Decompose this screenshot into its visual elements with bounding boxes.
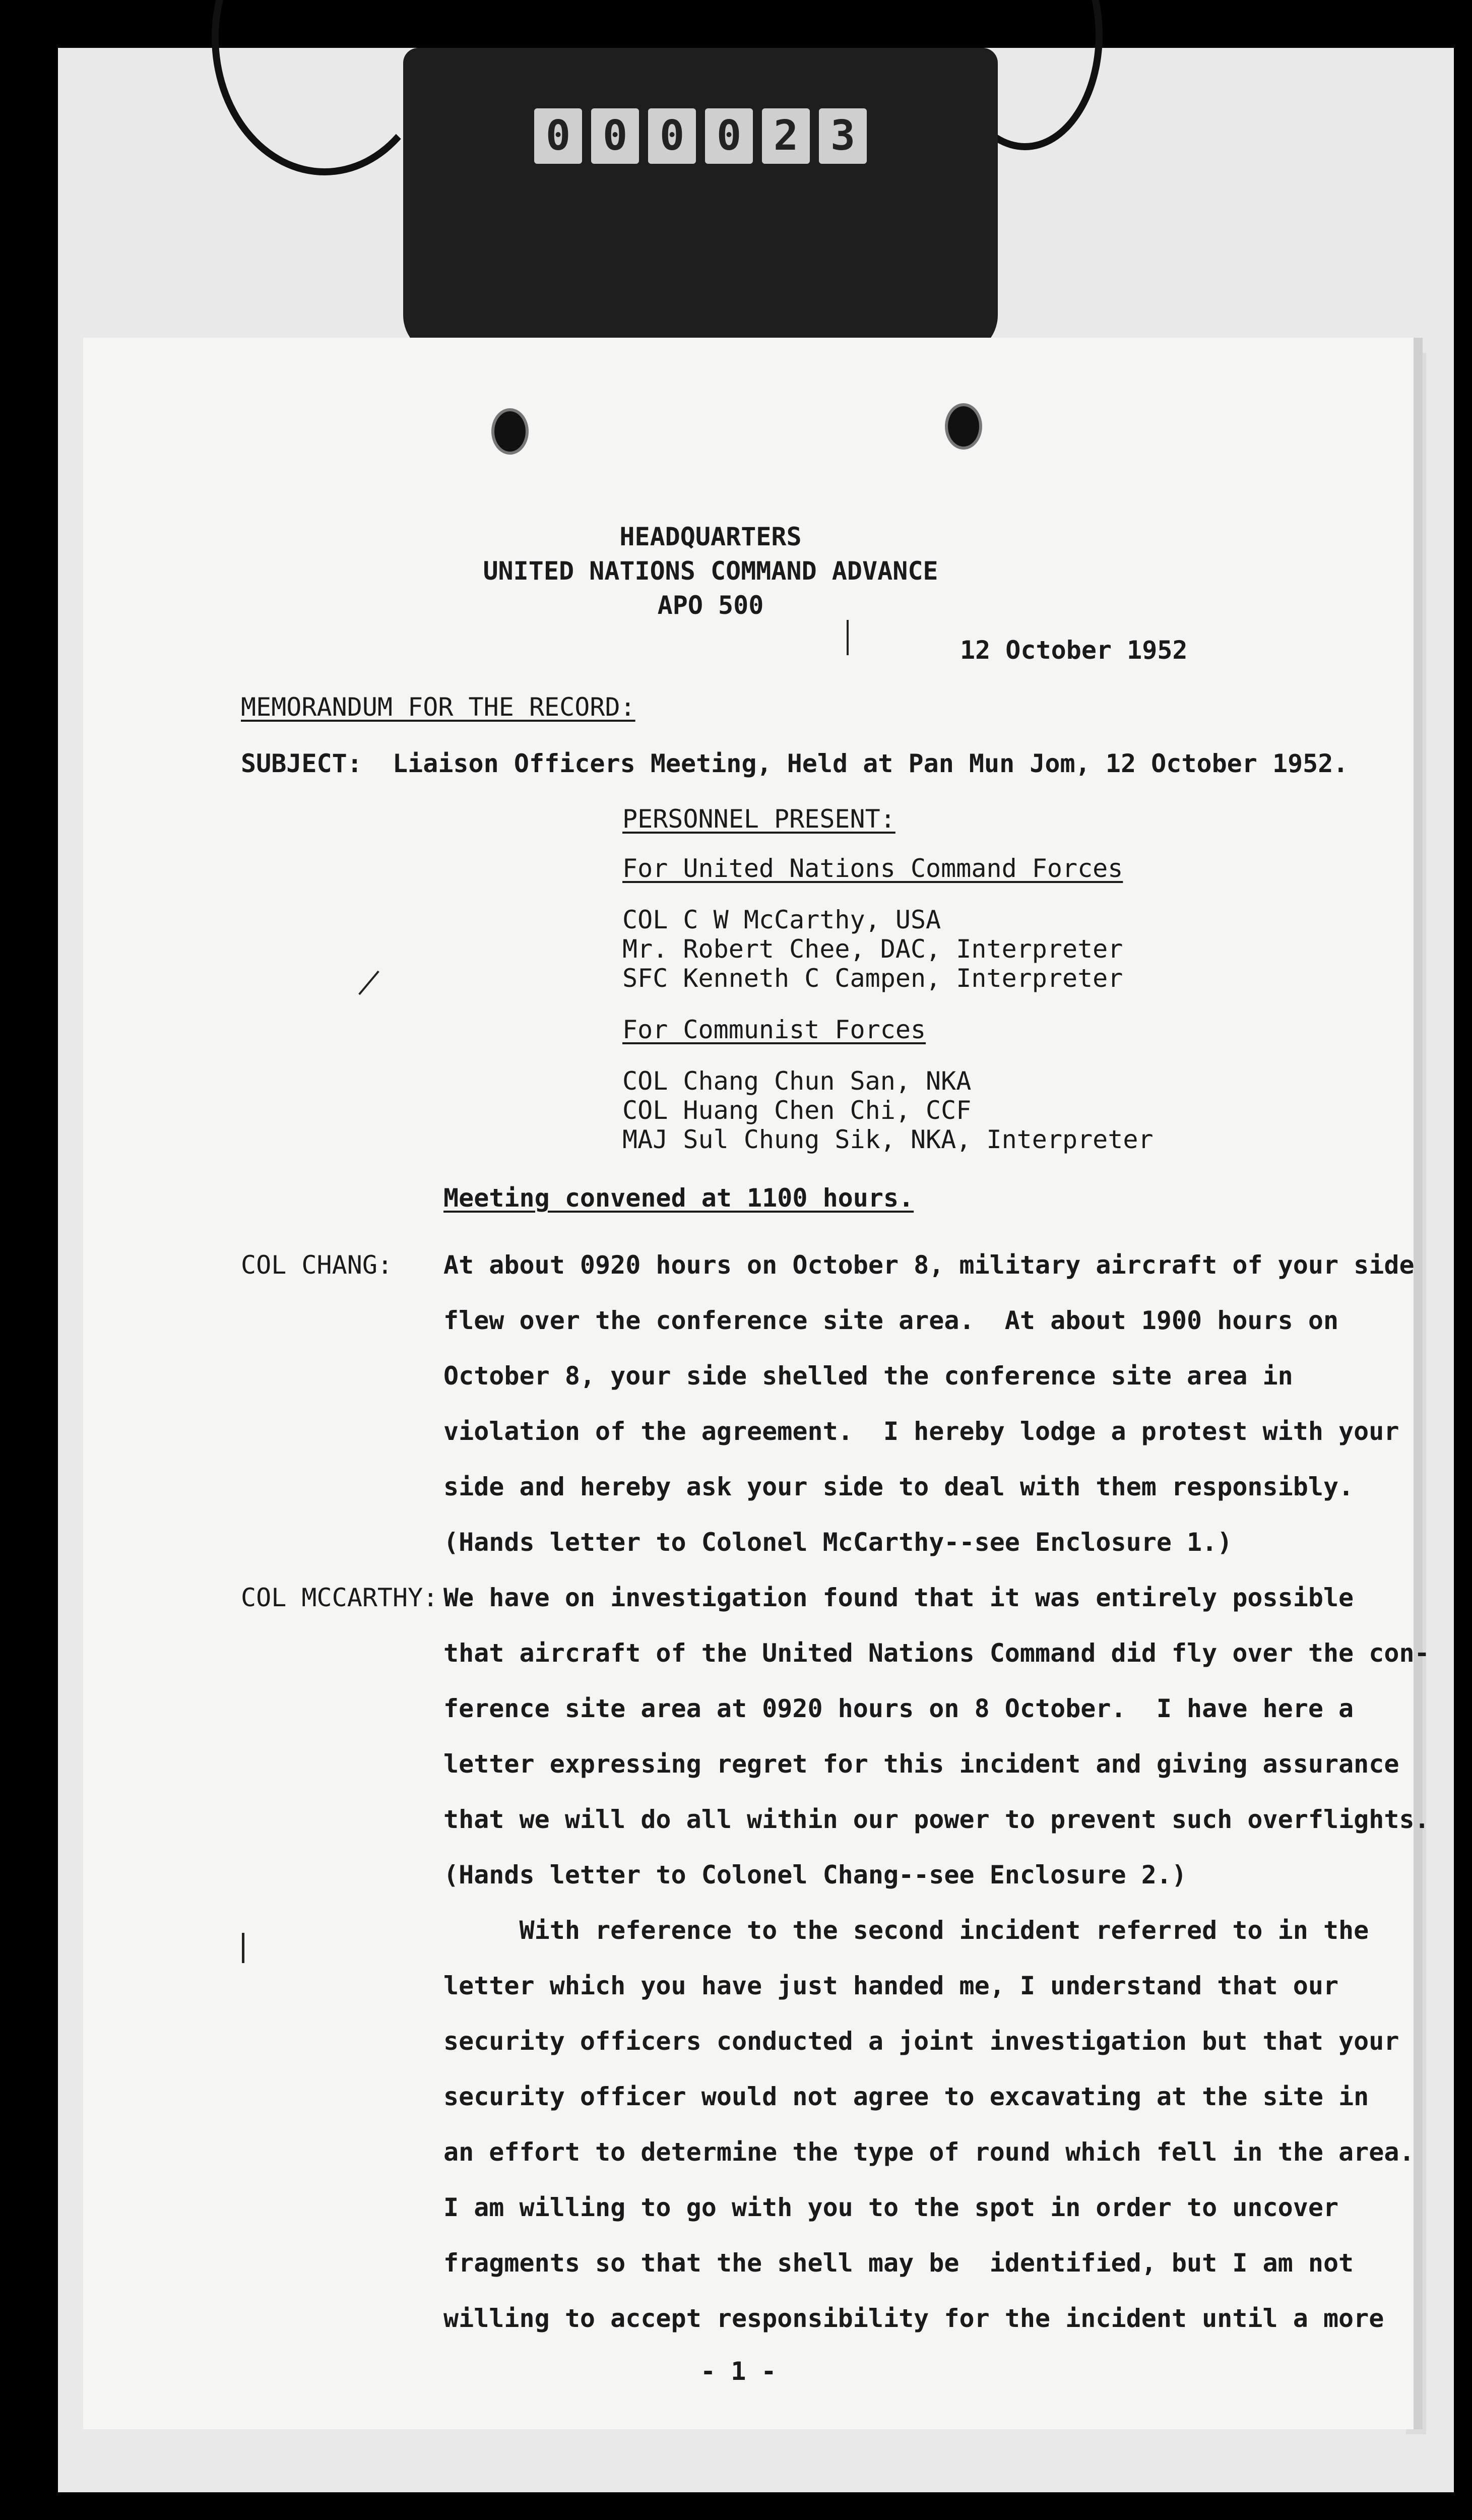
stray-mark xyxy=(358,971,379,995)
counter-digit: 0 xyxy=(591,108,639,164)
statement-line: security officer would not agree to excavating at the site in xyxy=(443,2082,1369,2111)
statement-line: letter which you have just handed me, I understand that our xyxy=(443,1971,1339,2000)
meeting-convened: Meeting convened at 1100 hours. xyxy=(443,1183,914,1213)
page-number: - 1 - xyxy=(700,2357,777,2386)
frame-counter-device xyxy=(403,48,998,355)
statement-line: ference site area at 0920 hours on 8 October. I have here a xyxy=(443,1694,1354,1723)
memo-date: 12 October 1952 xyxy=(960,636,1188,665)
statement-line: I am willing to go with you to the spot in order to uncover xyxy=(443,2193,1339,2222)
un-forces-heading: For United Nations Command Forces xyxy=(622,854,1123,883)
statement-line: side and hereby ask your side to deal with them responsibly. xyxy=(443,1472,1354,1501)
counter-digit: 2 xyxy=(762,108,810,164)
punch-hole-right xyxy=(945,403,982,450)
counter-digit: 0 xyxy=(534,108,582,164)
statement-line: willing to accept responsibility for the incident until a more xyxy=(443,2304,1384,2333)
frame-counter-digits xyxy=(534,108,867,164)
communist-forces-heading: For Communist Forces xyxy=(622,1015,926,1044)
counter-digit: 0 xyxy=(705,108,753,164)
statement-line: flew over the conference site area. At about 1900 hours on xyxy=(443,1306,1339,1335)
counter-digit: 3 xyxy=(819,108,867,164)
un-member: Mr. Robert Chee, DAC, Interpreter xyxy=(622,934,1123,964)
un-member: COL C W McCarthy, USA xyxy=(622,905,941,934)
statement-line: violation of the agreement. I hereby lodge a protest with your xyxy=(443,1417,1399,1446)
statement-line: letter expressing regret for this incident and giving assurance xyxy=(443,1749,1399,1779)
communist-member: MAJ Sul Chung Sik, NKA, Interpreter xyxy=(622,1125,1154,1154)
statement-line: (Hands letter to Colonel Chang--see Enclosure 2.) xyxy=(443,1860,1187,1889)
statement-line: At about 0920 hours on October 8, military aircraft of your side xyxy=(443,1250,1415,1280)
statement-line: October 8, your side shelled the conference site area in xyxy=(443,1361,1293,1391)
punch-hole-left xyxy=(491,408,529,455)
statement-line: that aircraft of the United Nations Command did fly over the con- xyxy=(443,1639,1430,1668)
speaker-label: COL MCCARTHY: xyxy=(241,1583,438,1612)
communist-member: COL Chang Chun San, NKA xyxy=(622,1066,972,1096)
statement-line: fragments so that the shell may be identified, but I am not xyxy=(443,2248,1354,2278)
letterhead-command: UNITED NATIONS COMMAND ADVANCE xyxy=(483,556,938,586)
statement-line: (Hands letter to Colonel McCarthy--see Enclosure 1.) xyxy=(443,1528,1233,1557)
letterhead-org: HEADQUARTERS xyxy=(619,522,802,551)
statement-line: an effort to determine the type of round which fell in the area. xyxy=(443,2137,1415,2167)
communist-member: COL Huang Chen Chi, CCF xyxy=(622,1096,972,1125)
un-member: SFC Kenneth C Campen, Interpreter xyxy=(622,964,1123,993)
statement-line: We have on investigation found that it was entirely possible xyxy=(443,1583,1354,1612)
counter-digit: 0 xyxy=(648,108,696,164)
letterhead xyxy=(454,524,968,627)
personnel-heading: PERSONNEL PRESENT: xyxy=(622,804,895,834)
statement-line: With reference to the second incident referred to in the xyxy=(443,1916,1369,1945)
statement-line: that we will do all within our power to prevent such overflights. xyxy=(443,1805,1430,1834)
memo-subject: SUBJECT: Liaison Officers Meeting, Held at Pan Mun Jom, 12 October 1952. xyxy=(241,749,1349,778)
memo-title: MEMORANDUM FOR THE RECORD: xyxy=(241,692,635,722)
speaker-label: COL CHANG: xyxy=(241,1250,393,1280)
stray-mark xyxy=(242,1933,244,1963)
statement-line: security officers conducted a joint investigation but that your xyxy=(443,2027,1399,2056)
letterhead-apo: APO 500 xyxy=(657,591,764,620)
